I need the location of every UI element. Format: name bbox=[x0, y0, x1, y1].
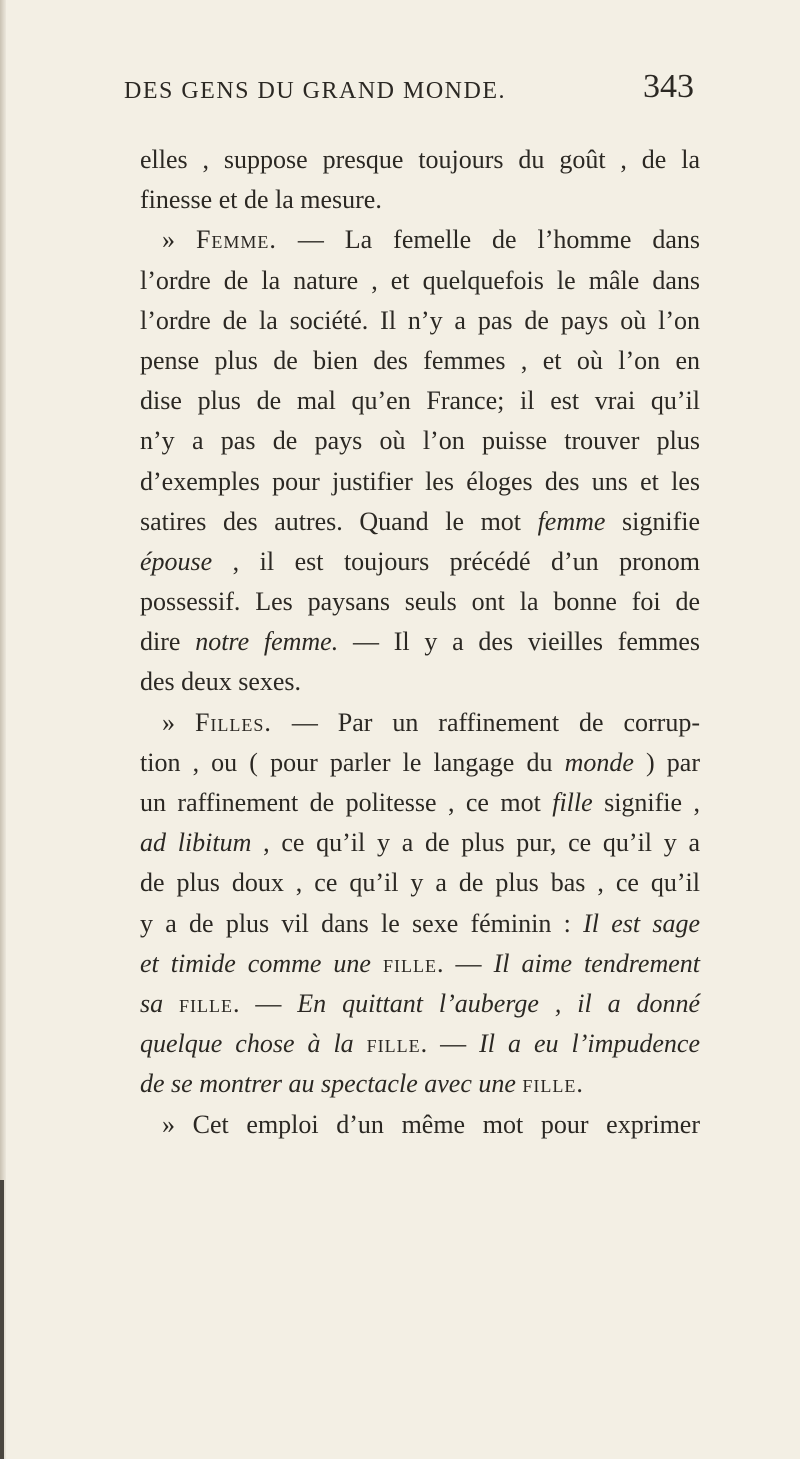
italic-text: monde bbox=[564, 747, 634, 777]
text-line bbox=[140, 622, 700, 662]
text-line bbox=[140, 180, 700, 220]
text-line bbox=[140, 220, 700, 260]
text-run: » bbox=[162, 225, 196, 255]
small-caps-text: Filles. bbox=[194, 707, 272, 737]
italic-text: notre femme. bbox=[195, 627, 339, 657]
italic-text: En quittant l’auberge , il a donné bbox=[297, 988, 700, 1018]
italic-text: de se montrer au spectacle avec une bbox=[140, 1069, 516, 1099]
italic-text: femme bbox=[537, 506, 606, 536]
text-run: , il est toujours précédé d’un pronom bbox=[212, 546, 700, 576]
italic-text: ad libitum bbox=[140, 828, 252, 858]
italic-text: quelque chose à la bbox=[140, 1029, 354, 1059]
text-line bbox=[140, 662, 700, 702]
running-header bbox=[124, 68, 694, 105]
text-line bbox=[140, 502, 700, 542]
text-run: » bbox=[162, 707, 195, 737]
text-line bbox=[140, 1024, 700, 1064]
text-run: . — bbox=[233, 988, 298, 1018]
text-line bbox=[140, 1064, 700, 1104]
text-run bbox=[163, 989, 179, 1018]
text-run: signifie bbox=[605, 506, 700, 536]
text-run: n’y a pas de pays où l’on puisse trouver plus bbox=[140, 426, 700, 456]
italic-text: Il est sage bbox=[583, 908, 700, 938]
text-run: tion , ou ( pour parler le langage du bbox=[140, 747, 565, 777]
text-run: — Il y a des vieilles femmes bbox=[338, 627, 700, 657]
text-run: de plus doux , ce qu’il y a de plus bas , ce qu’il bbox=[140, 868, 700, 898]
italic-text: Il aime tendrement bbox=[493, 948, 701, 978]
text-line bbox=[140, 301, 700, 341]
text-run: . — bbox=[437, 948, 494, 978]
text-line bbox=[140, 1105, 700, 1145]
italic-text: épouse bbox=[140, 546, 213, 576]
text-run: , ce qu’il y a de plus pur, ce qu’il y a bbox=[251, 828, 701, 858]
italic-text: fille bbox=[552, 788, 593, 817]
page-edge-dark bbox=[0, 1180, 4, 1459]
text-run: un raffinement de politesse , ce mot bbox=[140, 788, 553, 817]
text-line bbox=[140, 863, 700, 903]
text-run bbox=[371, 949, 383, 978]
text-run: dire bbox=[140, 627, 196, 657]
text-run: dise plus de mal qu’en France; il est vrai qu’il bbox=[140, 386, 700, 416]
text-line bbox=[140, 823, 700, 863]
text-run: finesse et de la mesure. bbox=[140, 185, 382, 215]
body-text bbox=[140, 140, 700, 1145]
text-run: des deux sexes. bbox=[140, 667, 302, 697]
page-number: 343 bbox=[643, 68, 694, 105]
italic-text: sa bbox=[140, 988, 164, 1018]
text-run: » Cet emploi d’un même mot pour exprimer bbox=[162, 1109, 700, 1139]
text-run: possessif. Les paysans seuls ont la bonne foi de bbox=[140, 587, 700, 617]
text-line bbox=[140, 261, 700, 301]
text-run: — Par un raffinement de corrup- bbox=[271, 707, 700, 737]
text-line bbox=[140, 140, 700, 180]
text-line bbox=[140, 341, 700, 381]
text-line bbox=[140, 421, 700, 461]
text-run: ) par bbox=[633, 747, 701, 777]
text-run: elles , suppose presque toujours du goût , de la bbox=[140, 145, 700, 174]
text-line bbox=[140, 984, 700, 1024]
text-line bbox=[140, 904, 700, 944]
text-line bbox=[140, 462, 700, 502]
text-line bbox=[140, 381, 700, 421]
text-run: . — bbox=[420, 1029, 480, 1059]
italic-text: et timide comme une bbox=[140, 948, 371, 978]
small-caps-text: fille bbox=[179, 988, 234, 1018]
text-run: d’exemples pour justifier les éloges des uns et les bbox=[140, 466, 700, 496]
text-line bbox=[140, 582, 700, 622]
running-title: DES GENS DU GRAND MONDE. bbox=[124, 78, 507, 104]
text-run: pense plus de bien des femmes , et où l’on en bbox=[140, 345, 700, 375]
text-line bbox=[140, 542, 700, 582]
text-run: . bbox=[576, 1069, 583, 1099]
text-run: l’ordre de la société. Il n’y a pas de pays où l’on bbox=[140, 305, 700, 335]
text-run: satires des autres. Quand le mot bbox=[140, 506, 538, 536]
small-caps-text: fille bbox=[366, 1029, 421, 1059]
text-line bbox=[140, 743, 700, 783]
text-run: signifie , bbox=[592, 788, 700, 817]
text-run: — La femelle de l’homme dans bbox=[276, 225, 700, 255]
text-run bbox=[354, 1029, 367, 1058]
small-caps-text: fille bbox=[522, 1069, 577, 1099]
text-run: l’ordre de la nature , et quelquefois le mâle dans bbox=[140, 265, 700, 295]
italic-text: Il a eu l’impudence bbox=[479, 1029, 700, 1059]
small-caps-text: Femme. bbox=[195, 225, 277, 255]
text-line bbox=[140, 703, 700, 743]
small-caps-text: fille bbox=[383, 948, 438, 978]
text-line bbox=[140, 944, 700, 984]
text-run: y a de plus vil dans le sexe féminin : bbox=[140, 908, 584, 938]
text-line bbox=[140, 783, 700, 823]
